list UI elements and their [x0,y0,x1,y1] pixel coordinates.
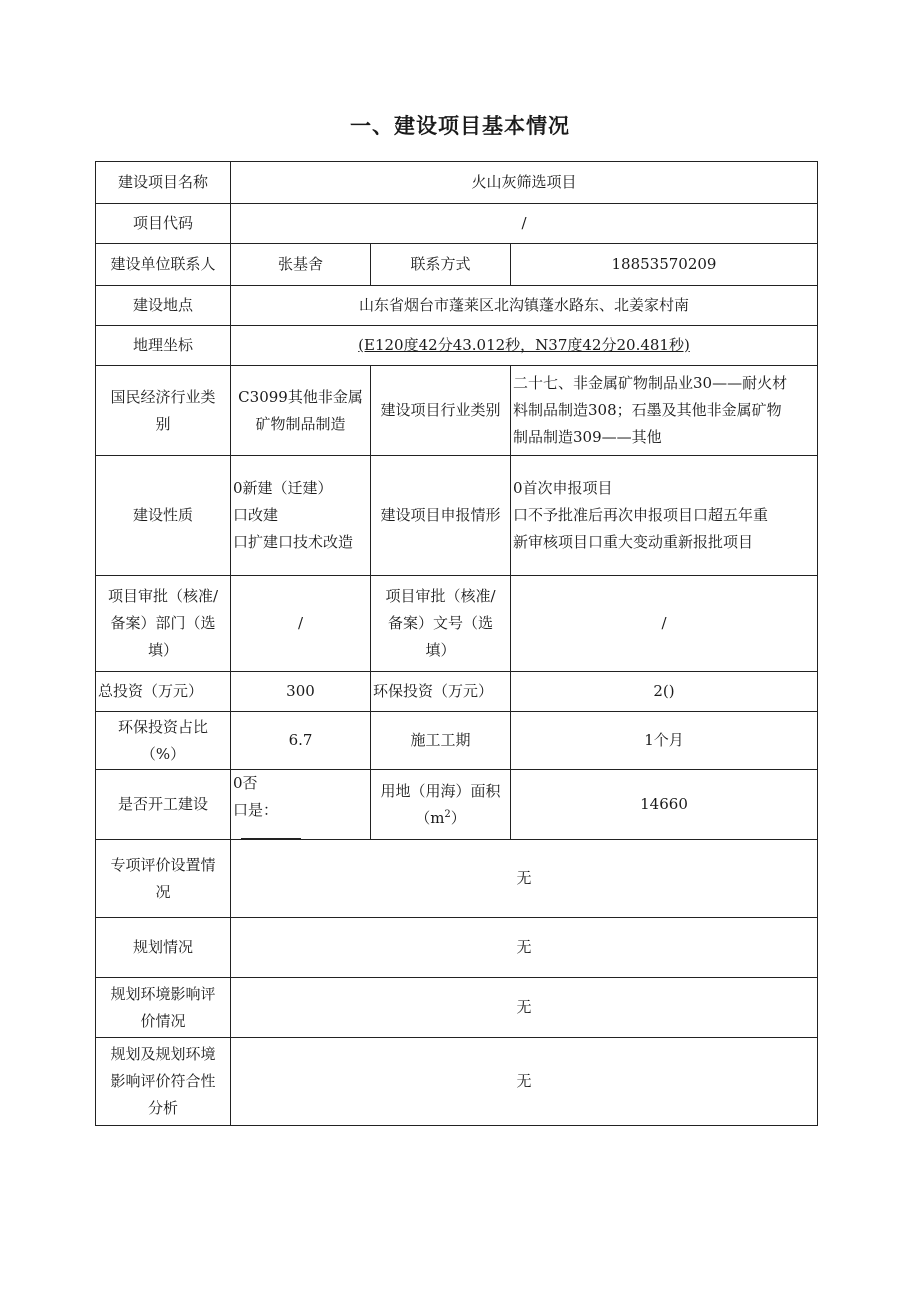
label-line: 环保投资占比 [117,717,208,736]
row-special-eval [96,840,818,918]
blank-line [241,824,301,839]
value-location: 山东省烟台市蓬莱区北沟镇蓬水路东、北姜家村南 [231,286,818,326]
value-line: 矿物制品制造 [255,414,346,433]
page-title: 一、建设项目基本情况 [350,114,570,138]
row-industry [96,366,818,456]
value-approval-number: / [511,576,818,672]
value-env-investment: 2() [511,672,818,712]
value-planning-conformity: 无 [231,1038,818,1126]
row-location [96,286,818,326]
value-contact-phone: 18853570209 [511,244,818,286]
label-line: 专项评价设置情 [110,855,216,874]
label-project-code: 项目代码 [96,204,231,244]
label-location: 建设地点 [96,286,231,326]
label-line: 用地（用海）面积 [380,781,501,800]
label-approval-number [371,576,511,672]
option-yes-label: 口是： [233,801,279,819]
value-total-investment: 300 [231,672,371,712]
option-no: 0否 [233,774,258,792]
option-yes [233,797,368,839]
label-contact-person: 建设单位联系人 [96,244,231,286]
value-industry-category [231,366,371,456]
value-line: 料制品制造308；石墨及其他非金属矿物 [513,401,782,419]
label-planning-conformity [96,1038,231,1126]
label-line: 项目审批（核准/ [385,587,496,605]
label-project-industry: 建设项目行业类别 [371,366,511,456]
label-construction-nature: 建设性质 [96,456,231,576]
label-line: 填） [147,641,178,659]
value-approval-dept: / [231,576,371,672]
label-line: 价情况 [140,1011,186,1030]
label-line: 规划环境影响评 [110,984,216,1003]
row-planning [96,918,818,978]
value-construction-nature [231,456,371,576]
label-line: 规划及规划环境 [110,1045,216,1063]
value-project-name: 火山灰筛选项目 [231,162,818,204]
label-special-eval [96,840,231,918]
value-project-industry [511,366,818,456]
label-line: 项目审批（核准/ [107,587,219,605]
label-env-investment: 环保投资（万元） [371,672,511,712]
label-line: 影响评价符合性 [110,1072,216,1090]
value-line: 0首次申报项目 [513,479,613,497]
value-started [231,770,371,840]
row-ratio [96,712,818,770]
row-planning-env [96,978,818,1038]
value-special-eval: 无 [231,840,818,918]
option-new-build: 0新建（迁建） [233,479,333,497]
label-line: 备案）部门（选 [110,614,216,632]
row-planning-conformity [96,1038,818,1126]
label-planning: 规划情况 [96,918,231,978]
label-total-investment: 总投资（万元） [96,672,231,712]
label-line: 况 [155,882,171,901]
value-construction-period: 1个月 [511,712,818,770]
value-project-code: / [231,204,818,244]
row-approval [96,576,818,672]
value-coords: (E120度42分43.012秒，N37度42分20.481秒) [231,326,818,366]
label-line: 分析 [147,1099,178,1117]
label-industry-category [96,366,231,456]
label-construction-period: 施工工期 [371,712,511,770]
row-started [96,770,818,840]
label-line: （%） [140,744,186,763]
label-line-unit: $(m^2)$ [415,808,466,827]
label-line: 别 [155,414,171,433]
row-contact [96,244,818,286]
option-rebuild: 口改建 [233,506,279,524]
value-planning: 无 [231,918,818,978]
label-contact-method: 联系方式 [371,244,511,286]
option-expand-upgrade: 口扩建口技术改造 [233,533,354,551]
value-line: 二十七、非金属矿物制品业30——耐火材 [513,374,788,392]
value-env-ratio: 6.7 [231,712,371,770]
value-line: 新审核项目口重大变动重新报批项目 [513,533,754,551]
label-planning-env [96,978,231,1038]
value-planning-env: 无 [231,978,818,1038]
value-declaration-type [511,456,818,576]
value-contact-person: 张基舍 [231,244,371,286]
project-info-table [95,161,818,1126]
row-nature [96,456,818,576]
value-land-area: 14660 [511,770,818,840]
label-started: 是否开工建设 [96,770,231,840]
label-line: 填） [425,641,456,659]
row-project-code [96,204,818,244]
label-approval-dept [96,576,231,672]
label-declaration-type: 建设项目申报情形 [371,456,511,576]
row-investment [96,672,818,712]
label-line: 国民经济行业类 [110,387,216,406]
label-env-ratio [96,712,231,770]
row-project-name [96,162,818,204]
value-line: C3099其他非金属 [238,387,363,406]
value-line: 口不予批准后再次申报项目口超五年重 [513,506,769,524]
label-project-name: 建设项目名称 [96,162,231,204]
label-land-area [371,770,511,840]
value-line: 制品制造309——其他 [513,428,662,446]
label-coords: 地理坐标 [96,326,231,366]
label-line: 备案）文号（选 [387,614,493,632]
row-coords [96,326,818,366]
